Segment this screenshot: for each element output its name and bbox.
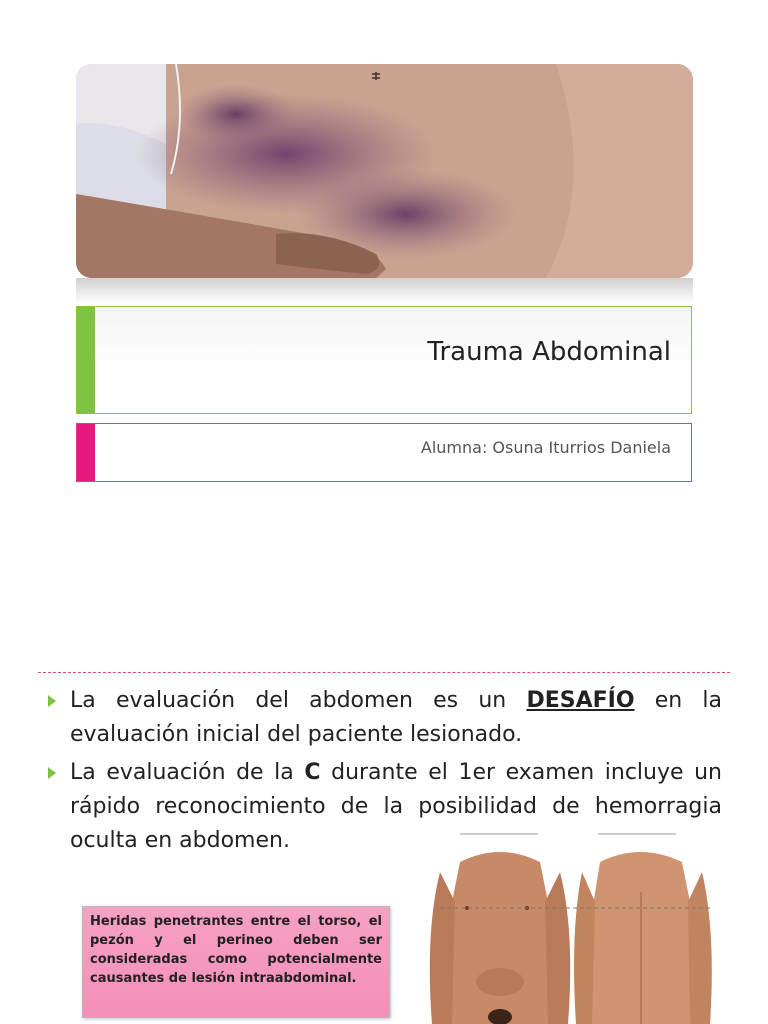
anatomy-photo-front-back (420, 832, 720, 1024)
hero-photo-bruised-abdomen (76, 64, 693, 278)
bullet-text-start: La evaluación del abdomen es un (70, 688, 527, 713)
bullet-emphasis: C (304, 760, 321, 785)
author-name: Alumna: Osuna Iturrios Daniela (420, 438, 671, 457)
bullet-item (48, 684, 722, 752)
triangle-right-icon (48, 695, 56, 707)
bullet-text-end: durante el 1er examen incluye un rápido reconocimiento de la posibilidad de hemorragia oculta en abdomen. (70, 760, 722, 853)
title-accent-bar (77, 307, 95, 413)
title-box (76, 306, 692, 414)
callout-text: Heridas penetrantes entre el torso, el pezón y el perineo deben ser consideradas como potencialmente causantes de lesión intraabdominal. (90, 914, 382, 986)
author-box (76, 423, 692, 482)
hero-photo-reflection (76, 278, 693, 304)
bullet-emphasis: DESAFÍO (526, 688, 635, 713)
bullet-text-start: La evaluación de la (70, 760, 305, 785)
triangle-right-icon (48, 767, 56, 779)
bullet-text-end: en la evaluación inicial del paciente lesionado. (70, 688, 722, 747)
slide-divider (38, 672, 730, 673)
author-accent-bar (77, 424, 95, 481)
bullet-text (70, 684, 722, 752)
slide-title: Trauma Abdominal (427, 337, 671, 367)
callout-box (82, 906, 390, 1018)
